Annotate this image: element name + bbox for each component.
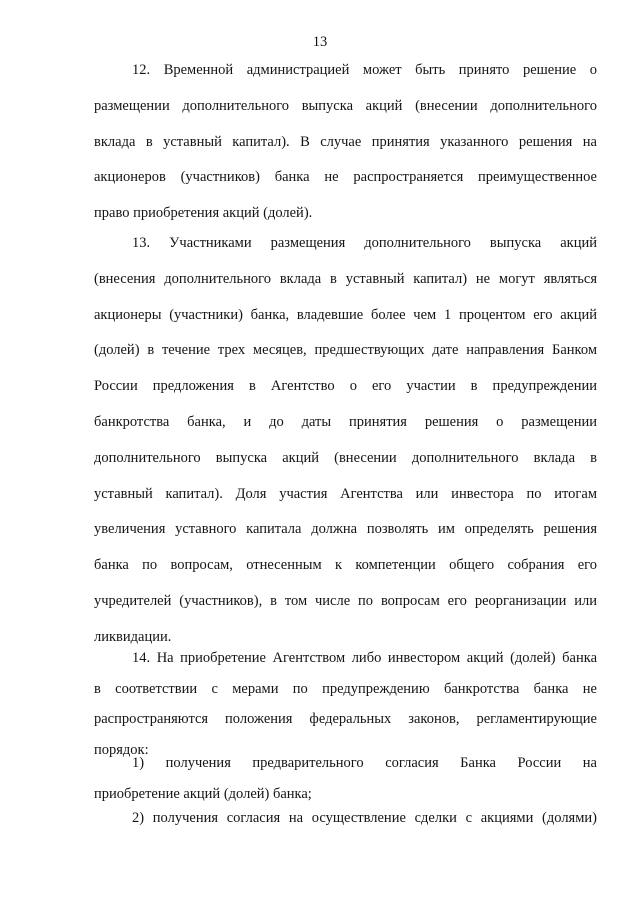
text-line: учредителей (участников), в том числе по вопросам его реорганизации или (94, 592, 597, 609)
text-line: ликвидации. (94, 628, 172, 645)
text-line: 13. Участниками размещения дополнительного выпуска акций (132, 235, 597, 251)
text-line: акционеров (участников) банка не распространяется преимущественное (94, 169, 597, 186)
text-line: банка по вопросам, отнесенным к компетенции общего собрания его (94, 557, 597, 574)
paragraph-12 (94, 60, 597, 239)
paragraph-14-item-2 (94, 808, 597, 839)
text-line: порядок: (94, 741, 149, 758)
text-line: размещении дополнительного выпуска акций (внесении дополнительного (94, 97, 597, 114)
text-line: увеличения уставного капитала должна позволять им определять решения (94, 521, 597, 538)
text-line: 12. Временной администрацией может быть принято решение о (132, 62, 597, 78)
text-line: право приобретения акций (долей). (94, 205, 313, 222)
text-line: приобретение акций (долей) банка; (94, 785, 312, 802)
text-line: акционеры (участники) банка, владевшие более чем 1 процентом его акций (94, 306, 597, 323)
text-line: 2) получения согласия на осуществление сделки с акциями (долями) (132, 810, 597, 826)
text-line: дополнительного выпуска акций (внесении дополнительного вклада в (94, 449, 597, 466)
text-line: (долей) в течение трех месяцев, предшествующих дате направления Банком (94, 342, 597, 359)
text-line: (внесения дополнительного вклада в уставный капитал) не могут являться (94, 270, 597, 287)
text-line: уставный капитал). Доля участия Агентства или инвестора по итогам (94, 485, 597, 502)
page-number: 13 (312, 34, 328, 50)
paragraph-13 (94, 233, 597, 663)
text-line: банкротства банка, и до даты принятия решения о размещении (94, 413, 597, 430)
text-line: в соответствии с мерами по предупреждению банкротства банка не (94, 680, 597, 697)
text-line: вклада в уставный капитал). В случае принятия указанного решения на (94, 133, 597, 150)
text-line: России предложения в Агентство о его участии в предупреждении (94, 378, 597, 395)
paragraph-14-item-1 (94, 753, 597, 812)
text-line: 14. На приобретение Агентством либо инвестором акций (долей) банка (132, 650, 597, 666)
text-line: распространяются положения федеральных законов, регламентирующие (94, 711, 597, 727)
paragraph-14 (94, 648, 597, 770)
text-line: 1) получения предварительного согласия Банка России на (132, 755, 597, 771)
